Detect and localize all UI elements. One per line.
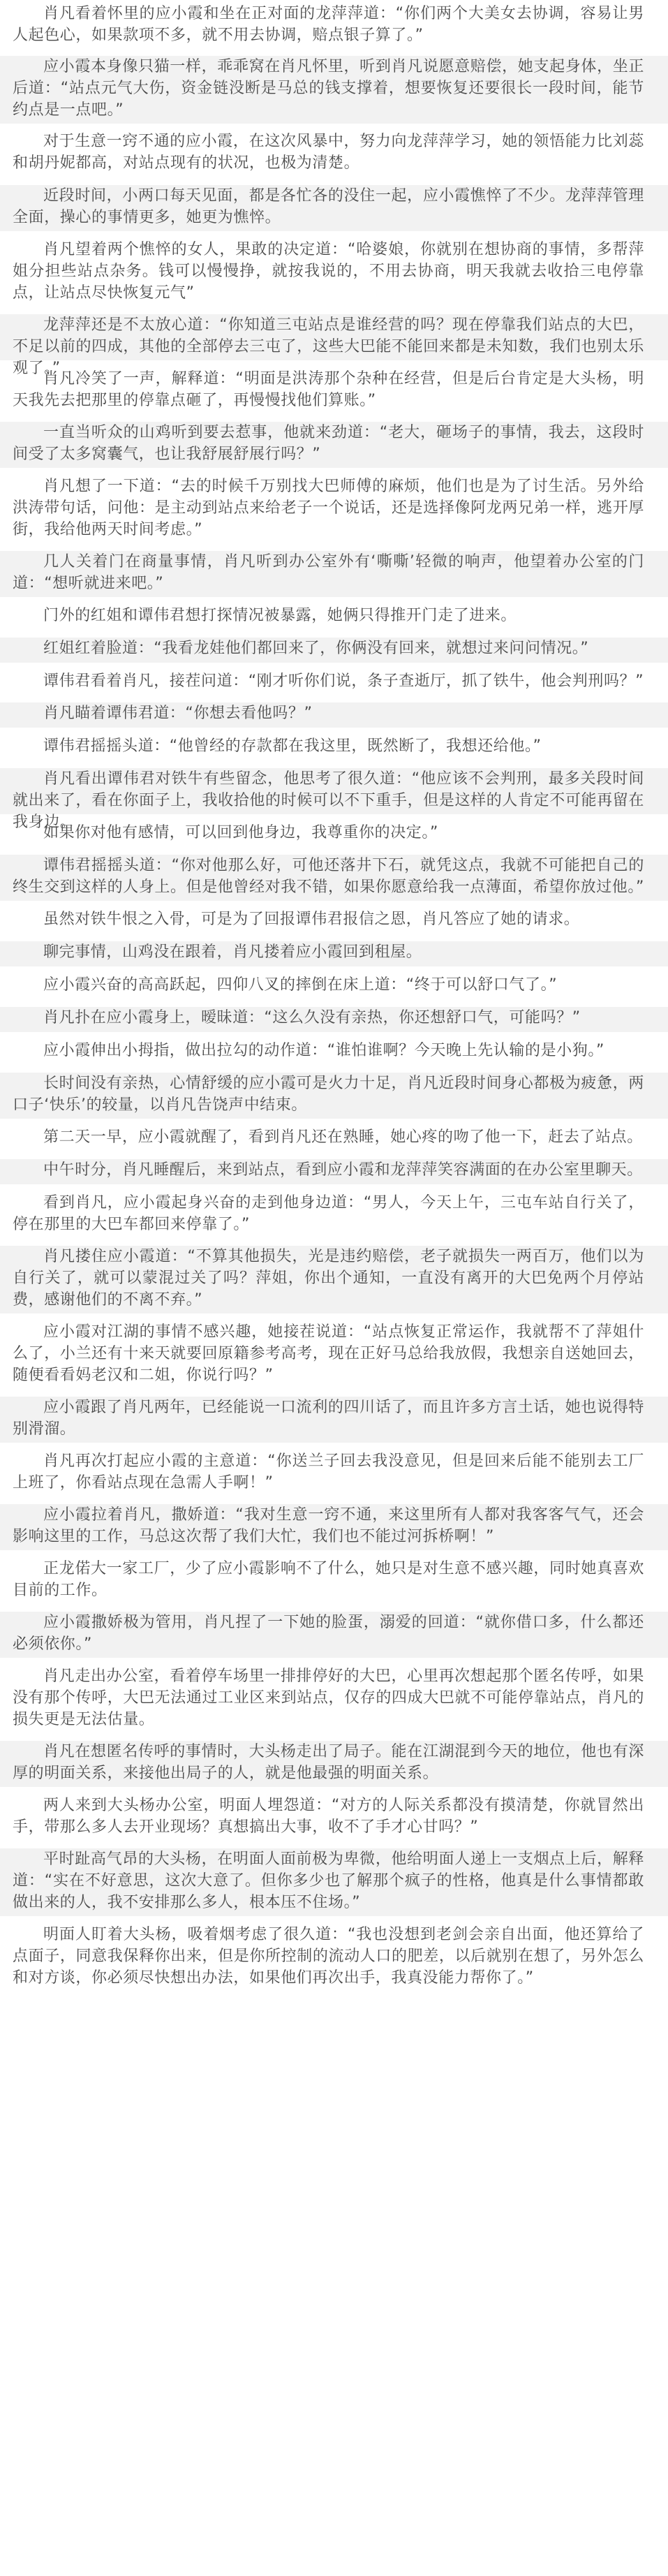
paragraph: 应小霞跟了肖凡两年，已经能说一口流利的四川话了，而且许多方言土话，她也说得特别滑溜。: [0, 1397, 668, 1443]
paragraph: 肖凡瞄着谭伟君道：“你想去看他吗？”: [0, 702, 668, 728]
paragraph: 如果你对他有感情，可以回到他身边，我尊重你的决定。”: [43, 824, 438, 841]
paragraph: 应小霞拉着肖凡，撒娇道：“我对生意一窍不通，来这里所有人都对我客客气气，还会影响这里的工作，马总这次帮了我们大忙，我们也不能过河拆桥啊！”: [0, 1504, 668, 1550]
paragraph: 第二天一早，应小霞就醒了，看到肖凡还在熟睡，她心疼的吻了他一下，赶去了站点。: [43, 1128, 643, 1146]
paragraph: 肖凡想了一下道：“去的时候千万别找大巴师傅的麻烦，他们也是为了讨生活。另外给洪涛带句话，问他：是主动到站点来给老子一个说话，还是选择像阿龙两兄弟一样，逃开厚街，我给他两天时间考虑。”: [13, 478, 644, 538]
paragraph: 看到肖凡，应小霞起身兴奋的走到他身边道：“男人，今天上午，三屯车站自行关了，停在那里的大巴车都回来停靠了。”: [13, 1194, 644, 1233]
paragraph: 谭伟君看着肖凡，接茬问道：“刚才听你们说，条子查逝厅，抓了铁牛，他会判刑吗？”: [43, 672, 644, 690]
paragraph: 肖凡在想匿名传呼的事情时，大头杨走出了局子。能在江湖混到今天的地位，他也有深厚的明面关系，来接他出局子的人，就是他最强的明面关系。: [0, 1741, 668, 1787]
paragraph: 龙萍萍还是不太放心道：“你知道三屯站点是谁经营的吗？现在停靠我们站点的大巴，不足以前的四成，其他的全部停去三屯了，这些大巴能不能回来都是未知数，我们也别太乐观了。”: [0, 314, 668, 360]
paragraph: 应小霞撒娇极为管用，肖凡捏了一下她的脸蛋，溺爱的回道：“就你借口多，什么都还必须依你。”: [0, 1612, 668, 1658]
paragraph: 谭伟君摇摇头道：“他曾经的存款都在我这里，既然断了，我想还给他。”: [43, 737, 542, 755]
paragraph: 几人关着门在商量事情，肖凡听到办公室外有‘嘶嘶’轻微的响声，他望着办公室的门道：“想听就进来吧。”: [0, 551, 668, 597]
paragraph: 肖凡冷笑了一声，解释道：“明面是洪涛那个杂种在经营，但是后台肯定是大头杨，明天我先去把那里的停靠点砸了，再慢慢找他们算账。”: [13, 370, 644, 409]
paragraph: 肖凡走出办公室，看着停车场里一排排停好的大巴，心里再次想起那个匿名传呼，如果没有那个传呼，大巴无法通过工业区来到站点，仅存的四成大巴就不可能停靠站点，肖凡的损失更是无法估量。: [13, 1668, 644, 1728]
paragraph: 平时趾高气昂的大头杨，在明面人面前极为卑微，他给明面人递上一支烟点上后，解释道：“实在不好意思，这次大意了。但你多少也了解那个疯子的性格，他真是什么事情都敢做出来的人，我不安排那么多人，根本压不住场。”: [0, 1848, 668, 1916]
paragraph: 肖凡望着两个憔悴的女人，果敢的决定道：“哈婆娘，你就别在想协商的事情，多帮萍姐分担些站点杂务。钱可以慢慢挣，就按我说的，不用去协商，明天我就去收拾三电停靠点，让站点尽快恢复元气”: [13, 241, 644, 302]
paragraph: 中午时分，肖凡睡醒后，来到站点，看到应小霞和龙萍萍笑容满面的在办公室里聊天。: [0, 1159, 668, 1184]
paragraph: 门外的红姐和谭伟君想打探情况被暴露，她俩只得推开门走了进来。: [43, 607, 517, 624]
paragraph: 应小霞本身像只猫一样，乖乖窝在肖凡怀里，听到肖凡说愿意赔偿，她支起身体，坐正后道：“站点元气大伤，资金链没断是马总的钱支撑着，想要恢复还要很长一段时间，能节约点是一点吧。”: [0, 56, 668, 124]
paragraph: 两人来到大头杨办公室，明面人埋怨道：“对方的人际关系都没有摸清楚，你就冒然出手，带那么多人去开业现场？真想搞出大事，收不了手才心甘吗？”: [13, 1797, 644, 1836]
paragraph: 一直当听众的山鸡听到要去惹事，他就来劲道：“老大，砸场子的事情，我去，这段时间受了太多窝囊气，也让我舒展舒展行吗？”: [0, 422, 668, 468]
paragraph: 肖凡看着怀里的应小霞和坐在正对面的龙萍萍道：“你们两个大美女去协调，容易让男人起色心，如果款项不多，就不用去协调，赔点银子算了。”: [13, 5, 644, 44]
paragraph: 正龙偌大一家工厂，少了应小霞影响不了什么，她只是对生意不感兴趣，同时她真喜欢目前的工作。: [13, 1560, 644, 1599]
paragraph: 肖凡搂住应小霞道：“不算其他损失，光是违约赔偿，老子就损失一两百万，他们以为自行关了，就可以蒙混过关了吗？萍姐，你出个通知，一直没有离开的大巴免两个月停站费，感谢他们的不离不弃。”: [0, 1246, 668, 1313]
paragraph: 聊完事情，山鸡没在跟着，肖凡搂着应小霞回到租屋。: [0, 941, 668, 966]
paragraph: 长时间没有亲热，心情舒缓的应小霞可是火力十足，肖凡近段时间身心都极为疲惫，两口子‘快乐’的较量，以肖凡告饶声中结束。: [0, 1073, 668, 1119]
paragraph: 近段时间，小两口每天见面，都是各忙各的没住一起，应小霞憔悴了不少。龙萍萍管理全面，操心的事情更多，她更为憔悴。: [0, 185, 668, 231]
paragraph: 对于生意一窍不通的应小霞，在这次风暴中，努力向龙萍萍学习，她的领悟能力比刘蕊和胡丹妮都高，对站点现有的状况，也极为清楚。: [13, 133, 644, 172]
paragraph: 肖凡扑在应小霞身上，暧昧道：“这么久没有亲热，你还想舒口气，可能吗？”: [0, 1007, 668, 1032]
paragraph: 明面人盯着大头杨，吸着烟考虑了很久道：“我也没想到老剑会亲自出面，他还算给了点面子，同意我保释你出来，但是你所控制的流动人口的肥差，以后就别在想了，另外怎么和对方谈，你必须尽快想出办法，如果他们再次出手，我真没能力帮你了。”: [13, 1926, 644, 1987]
paragraph: 虽然对铁牛恨之入骨，可是为了回报谭伟君报信之恩，肖凡答应了她的请求。: [43, 911, 580, 928]
paragraph: 肖凡看出谭伟君对铁牛有些留念，他思考了很久道：“他应该不会判刑，最多关段时间就出来了，看在你面子上，我收拾他的时候可以不下重手，但是这样的人肯定不可能再留在我身边。: [0, 768, 668, 814]
paragraph: 红姐红着脸道：“我看龙娃他们都回来了，你俩没有回来，就想过来问问情况。”: [0, 638, 668, 663]
paragraph: 应小霞对江湖的事情不感兴趣，她接茬说道：“站点恢复正常运作，我就帮不了萍姐什么了，小兰还有十来天就要回原籍参考高考，现在正好马总给我放假，我想亲自送她回去，随便看看妈老汉和二姐，你说行吗？”: [13, 1323, 644, 1384]
paragraph: 谭伟君摇摇头道：“你对他那么好，可他还落井下石，就凭这点，我就不可能把自己的终生交到这样的人身上。但是他曾经对我不错，如果你愿意给我一点薄面，希望你放过他。”: [0, 855, 668, 901]
paragraph: 肖凡再次打起应小霞的主意道：“你送兰子回去我没意见，但是回来后能不能别去工厂上班了，你看站点现在急需人手啊！”: [13, 1452, 644, 1492]
paragraph: 应小霞兴奋的高高跃起，四仰八叉的摔倒在床上道：“终于可以舒口气了。”: [43, 976, 558, 994]
paragraph: 应小霞伸出小拇指，做出拉勾的动作道：“谁怕谁啊？今天晚上先认输的是小狗。”: [43, 1042, 604, 1059]
